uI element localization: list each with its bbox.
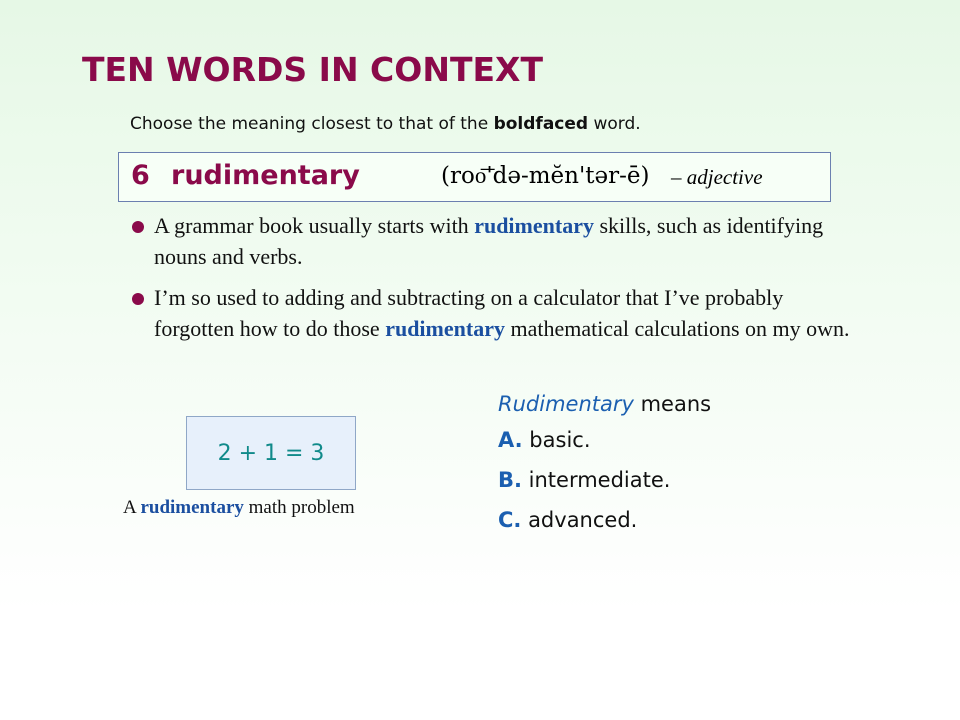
- option-a[interactable]: [498, 428, 591, 452]
- sentence-2-before: I’m so used to adding and subtracting on a calculator that I’ve probably forgotten how to do those: [154, 285, 784, 341]
- option-b[interactable]: [498, 468, 670, 492]
- question-prompt: [498, 392, 711, 416]
- option-b-letter: B.: [498, 468, 522, 492]
- instruction-before: Choose the meaning closest to that of the: [130, 114, 494, 134]
- word-header-box: [118, 152, 831, 202]
- instruction-text: [130, 114, 641, 134]
- math-example-caption: [123, 497, 355, 519]
- option-c[interactable]: [498, 508, 637, 532]
- bullet-dot-icon: [132, 293, 144, 305]
- instruction-after: word.: [588, 114, 641, 134]
- pronunciation: (roo͞'də-mĕn'tər-ē): [441, 163, 650, 189]
- instruction-bold: boldfaced: [493, 114, 589, 134]
- option-b-text: intermediate.: [521, 468, 671, 492]
- math-example-box: 2 + 1 = 3: [186, 416, 356, 490]
- example-sentences: [132, 210, 852, 354]
- part-of-speech: – adjective: [671, 165, 763, 189]
- sentence-1-before: A grammar book usually starts with: [154, 213, 475, 238]
- caption-before: A: [123, 497, 141, 518]
- option-c-text: advanced.: [521, 508, 638, 532]
- example-sentence-1: [132, 210, 852, 272]
- option-a-letter: A.: [498, 428, 523, 452]
- bullet-dot-icon: [132, 221, 144, 233]
- sentence-2-keyword: rudimentary: [385, 316, 505, 341]
- option-c-letter: C.: [498, 508, 522, 532]
- option-a-text: basic.: [522, 428, 591, 452]
- sentence-1-keyword: rudimentary: [474, 213, 594, 238]
- caption-keyword: rudimentary: [140, 497, 244, 518]
- sentence-1-after: skills, such as identifying nouns and verbs.: [154, 213, 824, 269]
- caption-after: math problem: [243, 497, 355, 518]
- example-sentence-2: [132, 282, 852, 344]
- word-number: 6: [131, 160, 150, 191]
- question-word: Rudimentary: [498, 392, 634, 416]
- sentence-2-after: mathematical calculations on my own.: [504, 316, 850, 341]
- vocab-word: rudimentary: [171, 160, 360, 191]
- page-title: TEN WORDS IN CONTEXT: [82, 50, 543, 89]
- question-rest: means: [633, 392, 712, 416]
